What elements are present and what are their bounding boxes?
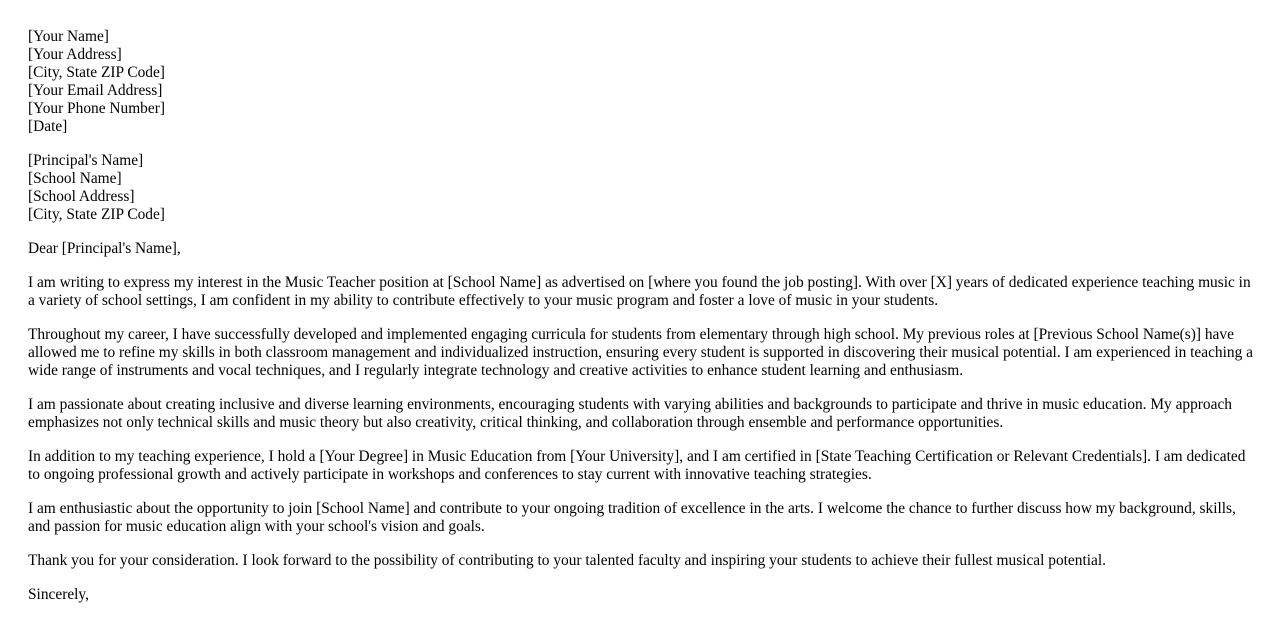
salutation: Dear [Principal's Name], bbox=[28, 240, 181, 257]
sender-address: [Your Address] bbox=[28, 46, 122, 63]
recipient-block bbox=[28, 152, 1256, 224]
recipient-name: [Principal's Name] bbox=[28, 152, 144, 169]
sender-phone: [Your Phone Number] bbox=[28, 100, 165, 117]
body-paragraph: Throughout my career, I have successfully developed and implemented engaging curricula for students from elementary through high school. My previous roles at [Previous School Name(s)] have allowed me to refine my skills in both classroom management and individualized instruction, ensuring every student is supported in discovering their musical potential. I am experienced in teaching a wide range of instruments and vocal techniques, and I regularly integrate technology and creative activities to enhance student learning and enthusiasm. bbox=[28, 326, 1253, 379]
closing: Sincerely, bbox=[28, 586, 89, 603]
cover-letter bbox=[28, 28, 1256, 620]
recipient-school-name: [School Name] bbox=[28, 170, 122, 187]
sender-block bbox=[28, 28, 1256, 136]
body-paragraph: Thank you for your consideration. I look forward to the possibility of contributing to your talented faculty and inspiring your students to achieve their fullest musical potential. bbox=[28, 552, 1106, 569]
sender-city-state-zip: [City, State ZIP Code] bbox=[28, 64, 165, 81]
body-paragraph: I am writing to express my interest in the Music Teacher position at [School Name] as advertised on [where you found the job posting]. With over [X] years of dedicated experience teaching music in a variety of school settings, I am confident in my ability to contribute effectively to your music program and foster a love of music in your students. bbox=[28, 274, 1251, 309]
body-paragraph: In addition to my teaching experience, I hold a [Your Degree] in Music Education from [Your University], and I am certified in [State Teaching Certification or Relevant Credentials]. I am dedicated to ongoing professional growth and actively participate in workshops and conferences to stay current with innovative teaching strategies. bbox=[28, 448, 1246, 483]
recipient-city-state-zip: [City, State ZIP Code] bbox=[28, 206, 165, 223]
sender-email: [Your Email Address] bbox=[28, 82, 163, 99]
recipient-school-address: [School Address] bbox=[28, 188, 135, 205]
letter-date: [Date] bbox=[28, 118, 68, 135]
body-paragraph: I am enthusiastic about the opportunity to join [School Name] and contribute to your ongoing tradition of excellence in the arts. I welcome the chance to further discuss how my background, skills, and passion for music education align with your school's vision and goals. bbox=[28, 500, 1236, 535]
body-paragraph: I am passionate about creating inclusive and diverse learning environments, encouraging students with varying abilities and backgrounds to participate and thrive in music education. My approach emphasizes not only technical skills and music theory but also creativity, critical thinking, and collaboration through ensemble and performance opportunities. bbox=[28, 396, 1232, 431]
sender-name: [Your Name] bbox=[28, 28, 109, 45]
